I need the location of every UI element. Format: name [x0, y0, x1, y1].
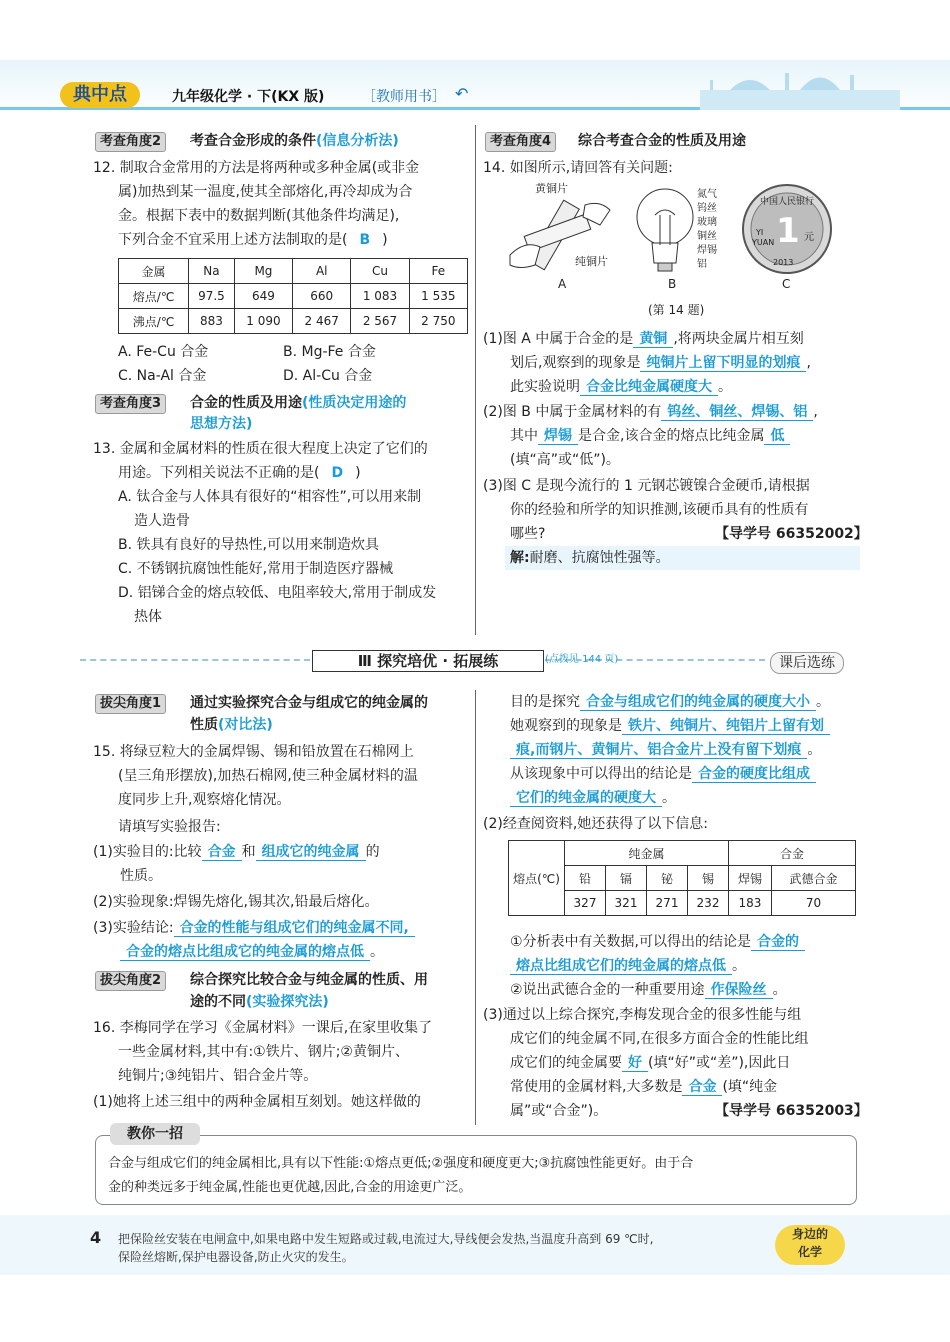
q12-line-4: 下列合金不宜采用上述方法制取的是( B ) — [118, 232, 388, 248]
table-row-label: 熔点(℃) — [509, 841, 565, 916]
q13-option-d: D. 铝锑合金的熔点较低、电阻率较大,常用于制成发 — [118, 585, 437, 601]
figure-b-label-aluminum: 铝 — [697, 259, 707, 270]
q12-line-2: 属)加热到某一温度,使其全部熔化,再冷却成为合 — [118, 184, 413, 200]
q16-3-line-2: 成它们的纯金属不同,在很多方面合金的性能比组 — [510, 1031, 809, 1047]
figure-b-label-tungsten: 钨丝 — [697, 203, 717, 214]
q15-2: (2)实验现象:焊锡先熔化,锡其次,铅最后熔化。 — [93, 894, 379, 910]
footer-note — [118, 1230, 653, 1266]
q12-option-c: C. Na-Al 合金 — [118, 368, 207, 384]
q12-line-1: 12. 制取合金常用的方法是将两种或多种金属(或非金 — [93, 160, 420, 176]
angle-tag-3: 考查角度3 — [95, 394, 166, 414]
q13-option-c: C. 不锈钢抗腐蚀性能好,常用于制造医疗器械 — [118, 561, 394, 577]
q14-3-solution: 解:耐磨、抗腐蚀性强等。 — [505, 546, 860, 570]
q14-2-line-2: 其中 焊锡 是合金,该合金的熔点比纯金属 低 — [510, 424, 790, 448]
skyline-illustration-icon — [690, 65, 910, 110]
q16-3-line-5: 属”或“合金”)。 — [510, 1103, 608, 1119]
figure-caption: (第 14 题) — [648, 303, 705, 317]
section-title: Ⅲ 探究培优 · 拓展练 — [312, 650, 544, 672]
tip-line-1: 合金与组成它们的纯金属相比,具有以下性能:①熔点更低;②强度和硬度更大;③抗腐蚀性能更好。由于合 — [108, 1156, 694, 1171]
angle-tag-2: 考查角度2 — [95, 132, 166, 152]
figure-b-letter: B — [668, 277, 677, 291]
coin-year: 2013 — [773, 258, 794, 267]
section-badge: 课后选练 — [770, 652, 844, 674]
q14-stem: 14. 如图所示,请回答有关问题: — [483, 160, 673, 176]
angle-title-4: 综合考查合金的性质及用途 — [578, 133, 746, 149]
q13-option-a: A. 钛合金与人体具有很好的“相容性”,可以用来制 — [118, 489, 422, 505]
coin-text: 中国人民银行 — [760, 197, 815, 207]
q15-line-4: 请填写实验报告: — [118, 819, 221, 835]
guide-code-1: 【导学号 66352002】 — [715, 526, 868, 542]
q15-1-line-1: (1)实验目的:比较 合金 和 组成它的纯金属 的 — [93, 844, 380, 860]
q16-1-line-2: 目的是探究 合金与组成它们的纯金属的硬度大小 。 — [510, 694, 830, 710]
q16-1-line-5: 从该现象中可以得出的结论是 合金的硬度比组成 — [510, 762, 816, 786]
angle-title-3: 合金的性质及用途(性质决定用途的 — [190, 395, 407, 411]
q15-1-line-2: 性质。 — [120, 868, 162, 884]
q16-1-line-3: 她观察到的现象是 铁片、纯铜片、纯铝片上留有划 — [510, 714, 830, 738]
top-angle-title-2b: 途的不同(实验探究法) — [190, 994, 329, 1010]
figure-c-letter: C — [782, 277, 791, 291]
coin-yuan: YUAN — [752, 238, 775, 247]
top-angle-title-1: 通过实验探究合金与组成它的纯金属的 — [190, 695, 428, 711]
coin-yi: YI — [756, 228, 764, 237]
q14-2-line-1: (2)图 B 中属于金属材料的有 钨丝、铜丝、焊锡、铝 , — [483, 404, 818, 420]
q16-2-line-1: ①分析表中有关数据,可以得出的结论是 合金的 — [510, 930, 805, 954]
q12-option-b: B. Mg-Fe 合金 — [283, 344, 376, 360]
q16-1-line-4: 痕,而钢片、黄铜片、铝合金片上没有留下划痕 。 — [510, 738, 821, 762]
q16-3-line-3: 成它们的纯金属要 好 (填“好”或“差”),因此日 — [510, 1055, 791, 1071]
figure-a-brass-copper-icon — [505, 185, 620, 290]
q12-table: 金属 Na Mg Al Cu Fe 熔点/℃ 97.5 649 660 1 083 1 535 沸点/℃ 883 1 090 2 467 2 567 2 750 — [118, 258, 468, 334]
teacher-edition-label: ［教师用书］ — [362, 89, 446, 105]
top-angle-tag-2: 拔尖角度2 — [95, 971, 166, 991]
angle-tag-4: 考查角度4 — [485, 132, 556, 152]
figure-a-letter: A — [558, 277, 567, 291]
q13-line-2: 用途。下列相关说法不正确的是( D ) — [118, 465, 361, 481]
q13-option-d-cont: 热体 — [134, 609, 162, 625]
table-head-alloy: 合金 — [729, 841, 856, 866]
table-head-pure: 纯金属 — [565, 841, 729, 866]
tip-heading: 教你一招 — [110, 1123, 200, 1145]
top-angle-title-1b: 性质(对比法) — [190, 717, 273, 733]
page-number: 4 — [90, 1228, 102, 1247]
guide-code-2: 【导学号 66352003】 — [715, 1103, 868, 1119]
q16-3-line-1: (3)通过以上综合探究,李梅发现合金的很多性能与组 — [483, 1007, 802, 1023]
tip-line-2: 金的种类远多于纯金属,性能也更优越,因此,合金的用途更广泛。 — [108, 1180, 472, 1195]
q13-option-b: B. 铁具有良好的导热性,可以用来制造炊具 — [118, 537, 379, 553]
return-arrow-icon: ↶ — [455, 84, 469, 103]
q12-option-d: D. Al-Cu 合金 — [283, 368, 373, 384]
q15-3-line-1: (3)实验结论: 合金的性能与组成它们的纯金属不同, — [93, 916, 415, 940]
q15-3-line-2: 合金的熔点比组成它的纯金属的熔点低 。 — [120, 940, 384, 964]
top-angle-title-2: 综合探究比较合金与纯金属的性质、用 — [190, 972, 428, 988]
q13-answer: D — [331, 465, 344, 481]
q15-line-1: 15. 将绿豆粒大的金属焊锡、锡和铅放置在石棉网上 — [93, 744, 414, 760]
q14-1-line-2: 划后,观察到的现象是 纯铜片上留下明显的划痕 , — [510, 355, 811, 371]
q15-line-3: 度同步上升,观察熔化情况。 — [118, 792, 291, 808]
q16-table: 熔点(℃) 纯金属 合金 铅 镉 铋 锡 焊锡 武德合金 327 321 271 232 183 70 — [508, 840, 856, 916]
figure-a-copper-label: 纯铜片 — [575, 255, 608, 268]
angle-title-2: 考查合金形成的条件(信息分析法) — [190, 133, 399, 149]
q16-3-line-4: 常使用的金属材料,大多数是 合金 (填“纯金 — [510, 1079, 778, 1095]
column-divider — [475, 125, 476, 635]
coin-denomination: 1 — [776, 211, 800, 251]
q16-1-line-6: 它们的纯金属的硬度大 。 — [510, 786, 676, 810]
q14-3-line-2: 你的经验和所学的知识推测,该硬币具有的性质有 — [510, 502, 809, 518]
book-title: 九年级化学 · 下(KX 版) — [172, 89, 325, 105]
q12-answer: B — [359, 232, 371, 248]
brand-logo: 典中点 — [60, 82, 140, 108]
q16-2-line-3: ②说出武德合金的一种重要用途 作保险丝 。 — [510, 982, 787, 998]
q16-line-1: 16. 李梅同学在学习《金属材料》一课后,在家里收集了 — [93, 1020, 433, 1036]
q16-line-3: 纯铜片;③纯铝片、铝合金片等。 — [118, 1068, 318, 1084]
q14-3-line-3: 哪些? — [510, 526, 546, 542]
column-divider-2 — [475, 690, 476, 1125]
q14-3-line-1: (3)图 C 是现今流行的 1 元钢芯镀镍合金硬币,请根据 — [483, 478, 810, 494]
q14-1-line-3: 此实验说明 合金比纯金属硬度大 。 — [510, 379, 732, 395]
coin-unit: 元 — [804, 232, 814, 243]
footer-note-line-1: 把保险丝安装在电闸盒中,如果电路中发生短路或过载,电流过大,导线便会发热,当温度升高到 69 ℃时, — [118, 1232, 654, 1246]
q16-1-line-1: (1)她将上述三组中的两种金属相互刻划。她这样做的 — [93, 1094, 421, 1110]
figure-a-brass-label: 黄铜片 — [535, 182, 568, 195]
figure-b-label-copper-wire: 铜丝 — [697, 231, 717, 242]
angle-hint-3: 思想方法) — [190, 416, 253, 432]
figure-b-lightbulb-icon — [630, 185, 705, 280]
figure-b-label-solder: 焊锡 — [697, 245, 717, 256]
section-dash-left — [80, 659, 310, 661]
q14-1-line-1: (1)图 A 中属于合金的是 黄铜 ,将两块金属片相互刻 — [483, 331, 804, 347]
q15-line-2: (呈三角形摆放),加热石棉网,使三种金属材料的温 — [118, 768, 418, 784]
q16-2-intro: (2)经查阅资料,她还获得了以下信息: — [483, 816, 708, 832]
figure-b-label-nitrogen: 氮气 — [697, 189, 717, 200]
q13-line-1: 13. 金属和金属材料的性质在很大程度上决定了它们的 — [93, 441, 428, 457]
chemistry-logo: 身边的 化学 — [775, 1225, 845, 1265]
q12-line-3: 金。根据下表中的数据判断(其他条件均满足), — [118, 208, 400, 224]
q16-line-2: 一些金属材料,其中有:①铁片、钢片;②黄铜片、 — [118, 1044, 409, 1060]
footer-note-line-2: 保险丝熔断,保护电器设备,防止火灾的发生。 — [118, 1250, 354, 1264]
q13-option-a-cont: 造人造骨 — [134, 513, 190, 529]
q16-2-line-2: 熔点比组成它们的纯金属的熔点低 。 — [510, 954, 746, 978]
q12-option-a: A. Fe-Cu 合金 — [118, 344, 209, 360]
section-ref: (点拨见 144 页) — [545, 654, 619, 665]
q14-2-line-3: (填“高”或“低”)。 — [510, 452, 620, 468]
top-angle-tag-1: 拔尖角度1 — [95, 694, 166, 714]
figure-b-label-glass: 玻璃 — [697, 217, 717, 228]
